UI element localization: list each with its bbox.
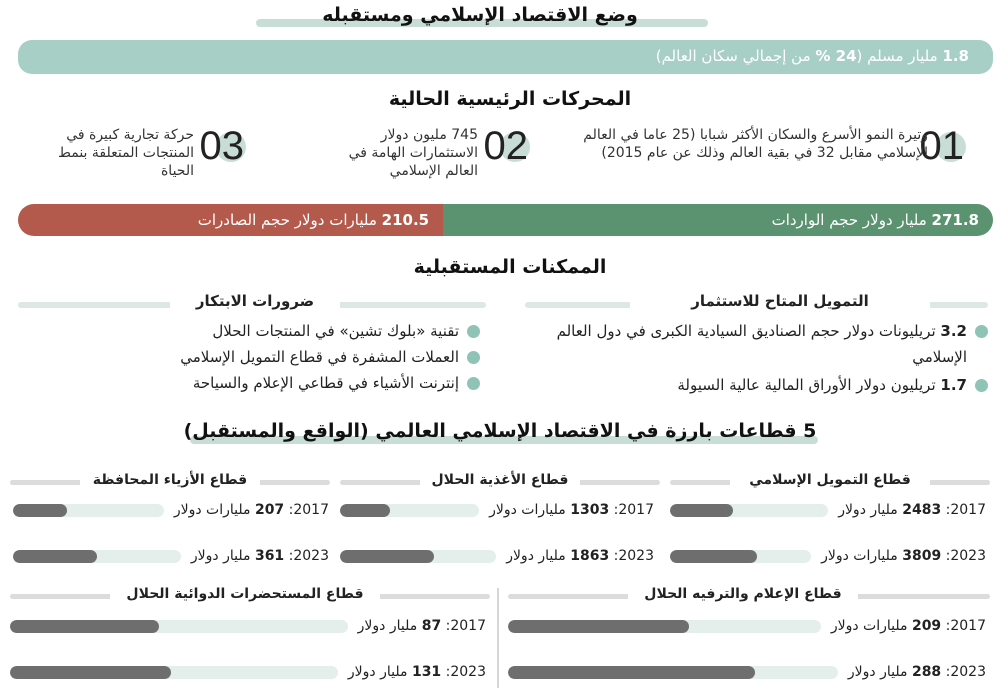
exports-label: مليارات دولار حجم الصادرات [197, 211, 377, 229]
sector-row-2017 [340, 502, 654, 518]
trade-balance-bar [18, 204, 993, 236]
innovation-item [100, 318, 480, 344]
row-value: 2483 [902, 502, 942, 518]
innovation-item-text: إنترنت الأشياء في قطاعي الإعلام والسياحة [192, 374, 459, 392]
innovation-item-text: تقنية «بلوك تشين» في المنتجات الحلال [212, 322, 459, 340]
bullet-dot [467, 325, 480, 338]
row-value: 361 [254, 548, 285, 564]
row-unit: مليارات دولار [489, 502, 566, 518]
bullet-dot [975, 325, 988, 338]
bar-track [10, 620, 348, 633]
driver-text: وتيرة النمو الأسرع والسكان الأكثر شبابا (25 عاما في العالم الإسلامي مقابل 32 في بقية العالم وذلك عن عام 2015) [583, 127, 928, 161]
row-year: 2023: [945, 664, 986, 680]
sector-title: قطاع الأزياء المحافظة [80, 472, 260, 488]
imports-value: 271.8 [931, 211, 979, 229]
sector-row-2017 [10, 618, 486, 634]
bar-fill [508, 666, 755, 679]
row-value: 209 [911, 618, 942, 634]
sector-row-2017 [508, 618, 986, 634]
bar-track [340, 550, 496, 563]
imports-segment [443, 204, 993, 236]
row-value: 1303 [570, 502, 610, 518]
bar-track [508, 666, 838, 679]
bar-fill [670, 550, 757, 563]
bar-track [10, 666, 338, 679]
row-unit: مليار دولار [847, 664, 908, 680]
bar-track [340, 504, 479, 517]
bar-fill [508, 620, 689, 633]
innovation-item-text: العملات المشفرة في قطاع التمويل الإسلامي [180, 348, 459, 366]
driver-number: 01 [919, 124, 964, 168]
exports-value: 210.5 [381, 211, 430, 229]
row-year: 2017: [945, 502, 986, 518]
innovation-header: ضرورات الابتكار [170, 292, 340, 310]
financing-item-label: تريليونات دولار حجم الصناديق السيادية الكبرى في دول العالم الإسلامي [556, 322, 967, 366]
row-year: 2023: [288, 548, 329, 564]
sector-card [10, 586, 492, 690]
row-unit: مليار دولار [190, 548, 251, 564]
row-unit: مليارات دولار [821, 548, 898, 564]
innovation-item [100, 370, 480, 396]
row-unit: مليار دولار [838, 502, 898, 518]
financing-list [520, 318, 988, 398]
bar-fill [340, 550, 434, 563]
population-banner [18, 40, 993, 74]
row-value: 207 [254, 502, 285, 518]
drivers-title: المحركات الرئيسية الحالية [388, 88, 632, 110]
bar-fill [670, 504, 733, 517]
sector-card [508, 586, 990, 690]
row-year: 2023: [945, 548, 986, 564]
sectors-title: 5 قطاعات بارزة في الاقتصاد الإسلامي العالمي (الواقع والمستقبل) [183, 420, 817, 442]
financing-item-value: 1.7 [940, 376, 967, 394]
bullet-dot [467, 377, 480, 390]
financing-header: التمويل المتاح للاستثمار [630, 292, 930, 310]
row-unit: مليار دولار [357, 618, 418, 634]
bar-track [13, 550, 181, 563]
bar-fill [10, 620, 159, 633]
driver-number: 03 [199, 124, 244, 168]
sector-row-2023 [340, 548, 654, 564]
bar-track [670, 550, 811, 563]
sector-divider [497, 588, 499, 688]
sector-row-2023 [508, 664, 986, 680]
bar-fill [10, 666, 171, 679]
population-label: مليار مسلم ( [856, 47, 938, 65]
sector-row-2017 [13, 502, 329, 518]
sector-row-2023 [670, 548, 986, 564]
row-value: 288 [911, 664, 942, 680]
innovation-item [100, 344, 480, 370]
page-title: وضع الاقتصاد الإسلامي ومستقبله [322, 4, 638, 26]
population-text [656, 47, 969, 65]
financing-item-text [677, 372, 967, 398]
row-value: 131 [411, 664, 442, 680]
row-year: 2017: [613, 502, 654, 518]
bar-track [13, 504, 164, 517]
driver-item-03 [36, 122, 256, 192]
exports-segment [18, 204, 443, 236]
bar-fill [13, 504, 67, 517]
row-unit: مليارات دولار [830, 618, 908, 634]
row-value: 3809 [902, 548, 942, 564]
financing-item [520, 372, 988, 398]
row-year: 2017: [445, 618, 486, 634]
driver-text: 745 مليون دولار الاستثمارات الهامة في العالم الإسلامي [348, 127, 478, 179]
sector-row-2023 [13, 548, 329, 564]
bar-fill [340, 504, 390, 517]
sector-card [670, 472, 990, 582]
bar-track [670, 504, 828, 517]
row-unit: مليارات دولار [173, 502, 251, 518]
sector-card [10, 472, 335, 582]
population-label-2: من إجمالي سكان العالم) [655, 47, 811, 65]
row-value: 1863 [570, 548, 610, 564]
sector-row-2017 [670, 502, 986, 518]
innovation-list [100, 318, 480, 396]
row-unit: مليار دولار [347, 664, 408, 680]
row-unit: مليار دولار [506, 548, 566, 564]
bar-track [508, 620, 821, 633]
sector-title: قطاع الأغذية الحلال [420, 472, 580, 488]
bar-fill [13, 550, 97, 563]
population-value: 1.8 [942, 47, 969, 65]
sector-row-2023 [10, 664, 486, 680]
enablers-title: الممكنات المستقبلية [413, 256, 607, 278]
row-year: 2017: [945, 618, 986, 634]
sector-title: قطاع الإعلام والترفيه الحلال [628, 586, 858, 602]
financing-item-value: 3.2 [940, 322, 967, 340]
driver-number: 02 [483, 124, 528, 168]
row-year: 2023: [613, 548, 654, 564]
driver-text: حركة تجارية كبيرة في المنتجات المتعلقة بنمط الحياة [57, 127, 194, 179]
financing-item-text [520, 318, 967, 370]
financing-item-label: تريليون دولار الأوراق المالية عالية السيولة [677, 376, 936, 394]
financing-item [520, 318, 988, 370]
sector-title: قطاع التمويل الإسلامي [730, 472, 930, 488]
population-percent: 24 % [815, 47, 857, 65]
driver-item-02 [320, 122, 540, 192]
imports-label: مليار دولار حجم الواردات [771, 211, 927, 229]
driver-item-01 [560, 122, 980, 192]
row-year: 2017: [288, 502, 329, 518]
row-year: 2023: [445, 664, 486, 680]
bullet-dot [467, 351, 480, 364]
sector-title: قطاع المستحضرات الدوائية الحلال [110, 586, 380, 602]
bullet-dot [975, 379, 988, 392]
row-value: 87 [421, 618, 442, 634]
sector-card [340, 472, 660, 582]
